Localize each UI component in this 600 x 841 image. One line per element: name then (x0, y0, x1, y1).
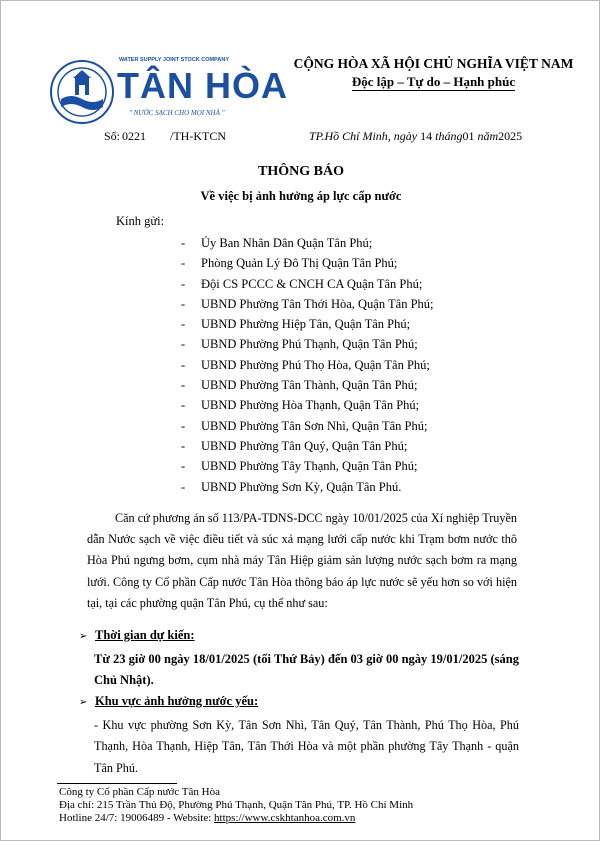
company-english-name: WATER SUPPLY JOINT STOCK COMPANY (119, 57, 230, 63)
recipient-item (181, 436, 434, 456)
section-area-label: Khu vực ảnh hưởng nước yếu: (95, 694, 259, 708)
document-title: THÔNG BÁO (258, 164, 344, 179)
recipient-text: UBND Phường Sơn Kỳ, Quận Tân Phú. (201, 479, 402, 494)
footer-hotline-line (59, 812, 413, 825)
recipient-item (181, 314, 434, 334)
recipient-text: UBND Phường Tân Thới Hòa, Quận Tân Phú; (201, 296, 434, 311)
recipient-item (181, 253, 434, 273)
number-label: Số: (104, 129, 121, 143)
recipient-text: UBND Phường Tân Quý, Quận Tân Phú; (201, 438, 408, 453)
recipient-text: UBND Phường Hiệp Tân, Quận Tân Phú; (201, 317, 411, 332)
footer (59, 786, 413, 825)
national-header (271, 56, 596, 90)
document-subtitle: Về việc bị ảnh hưởng áp lực cấp nước (200, 189, 402, 203)
dash-bullet: - (181, 418, 186, 433)
dash-bullet: - (181, 337, 186, 352)
dash-bullet: - (181, 398, 186, 413)
recipient-item (181, 233, 434, 253)
section-area-heading (79, 694, 258, 709)
recipient-text: Ủy Ban Nhân Dân Quận Tân Phú; (201, 236, 373, 250)
recipient-text: Đội CS PCCC & CNCH CA Quận Tân Phú; (201, 276, 423, 291)
date-month: 01 (462, 129, 475, 143)
footer-hotline: Hotline 24/7: 19006489 - Website: (59, 812, 215, 824)
section-time-label: Thời gian dự kiến: (95, 628, 195, 642)
brand-slogan: " NƯỚC SẠCH CHO MỌI NHÀ " (129, 109, 225, 117)
recipient-text: UBND Phường Hòa Thạnh, Quận Tân Phú; (201, 398, 420, 413)
recipient-item (181, 334, 434, 354)
document-date (309, 129, 522, 144)
nation-name: CỘNG HÒA XÃ HỘI CHỦ NGHĨA VIỆT NAM (293, 56, 574, 71)
number-value: 0221 (122, 129, 147, 143)
dash-bullet: - (181, 378, 186, 393)
arrow-bullet-icon: ➢ (79, 697, 88, 708)
recipient-item (181, 416, 434, 436)
logo-emblem-icon (49, 59, 115, 125)
recipient-item (181, 477, 434, 497)
arrow-bullet-icon: ➢ (79, 631, 88, 642)
footer-company: Công ty Cổ phần Cấp nước Tân Hòa (59, 786, 220, 798)
date-year: 2025 (498, 129, 523, 143)
dash-bullet: - (181, 459, 186, 474)
section-time-text: Từ 23 giờ 00 ngày 18/01/2025 (tối Thứ Bảy) đến 03 giờ 00 ngày 19/01/2025 (sáng Chủ Nhật). (94, 652, 519, 687)
recipient-heading: Kính gửi: (116, 214, 165, 228)
company-logo (49, 51, 288, 131)
section-area-text: - Khu vực phường Sơn Kỳ, Tân Sơn Nhì, Tân Quý, Tân Thành, Phú Thọ Hòa, Phú Thạnh, Hòa Thạnh, Hiệp Tân, Tân Thới Hòa và một phần phường Tây Thạnh - quận Tân Phú. (94, 718, 519, 775)
dash-bullet: - (181, 296, 186, 311)
dash-bullet: - (181, 236, 186, 250)
recipient-text: UBND Phường Phú Thọ Hòa, Quận Tân Phú; (201, 357, 430, 372)
recipient-item (181, 456, 434, 476)
number-code: /TH-KTCN (170, 129, 227, 143)
recipient-text: Phòng Quản Lý Đô Thị Quận Tân Phú; (201, 256, 398, 271)
dash-bullet: - (181, 276, 186, 291)
dash-bullet: - (181, 357, 186, 372)
recipient-item (181, 355, 434, 375)
date-day: 14 (420, 129, 433, 143)
recipient-item (181, 375, 434, 395)
brand-name: TÂN HÒA (117, 65, 288, 106)
footer-divider (57, 783, 177, 784)
month-label: tháng (435, 129, 463, 143)
dash-bullet: - (181, 479, 186, 494)
dash-bullet: - (181, 256, 186, 271)
dash-bullet: - (181, 438, 186, 453)
recipient-text: UBND Phường Tây Thạnh, Quận Tân Phú; (201, 459, 418, 474)
national-motto: Độc lập – Tự do – Hạnh phúc (351, 74, 516, 89)
document-number (104, 129, 226, 144)
recipient-text: UBND Phường Phú Thạnh, Quận Tân Phú; (201, 337, 418, 352)
recipient-list (181, 233, 434, 497)
section-time-heading (79, 628, 195, 643)
dash-bullet: - (181, 317, 186, 332)
recipient-text: UBND Phường Tân Sơn Nhì, Quận Tân Phú; (201, 418, 428, 433)
footer-website-link[interactable]: https://www.cskhtanhoa.com.vn (214, 812, 356, 824)
recipient-text: UBND Phường Tân Thành, Quận Tân Phú; (201, 378, 418, 393)
year-label: năm (477, 129, 499, 143)
recipient-item (181, 274, 434, 294)
body-paragraph: Căn cứ phương án số 113/PA-TDNS-DCC ngày 10/01/2025 của Xí nghiệp Truyền dẫn Nước sạch về việc điều tiết và súc xả mạng lưới cấp nước khi Trạm bơm nước thô Hòa Phú ngưng bơm, cụm nhà máy Tân Hiệp giảm sản lượng nước sạch bơm ra mạng lưới. Công ty Cổ phần Cấp nước Tân Hòa thông báo áp lực nước sẽ yếu hơn so với hiện tại, tại các phường quận Tân Phú, cụ thể như sau: (87, 511, 517, 610)
footer-address: Địa chỉ: 215 Trần Thủ Độ, Phường Phú Thạnh, Quận Tân Phú, TP. Hồ Chí Minh (59, 799, 414, 811)
recipient-item (181, 395, 434, 415)
date-place: TP.Hồ Chí Minh, ngày (309, 129, 418, 143)
recipient-item (181, 294, 434, 314)
